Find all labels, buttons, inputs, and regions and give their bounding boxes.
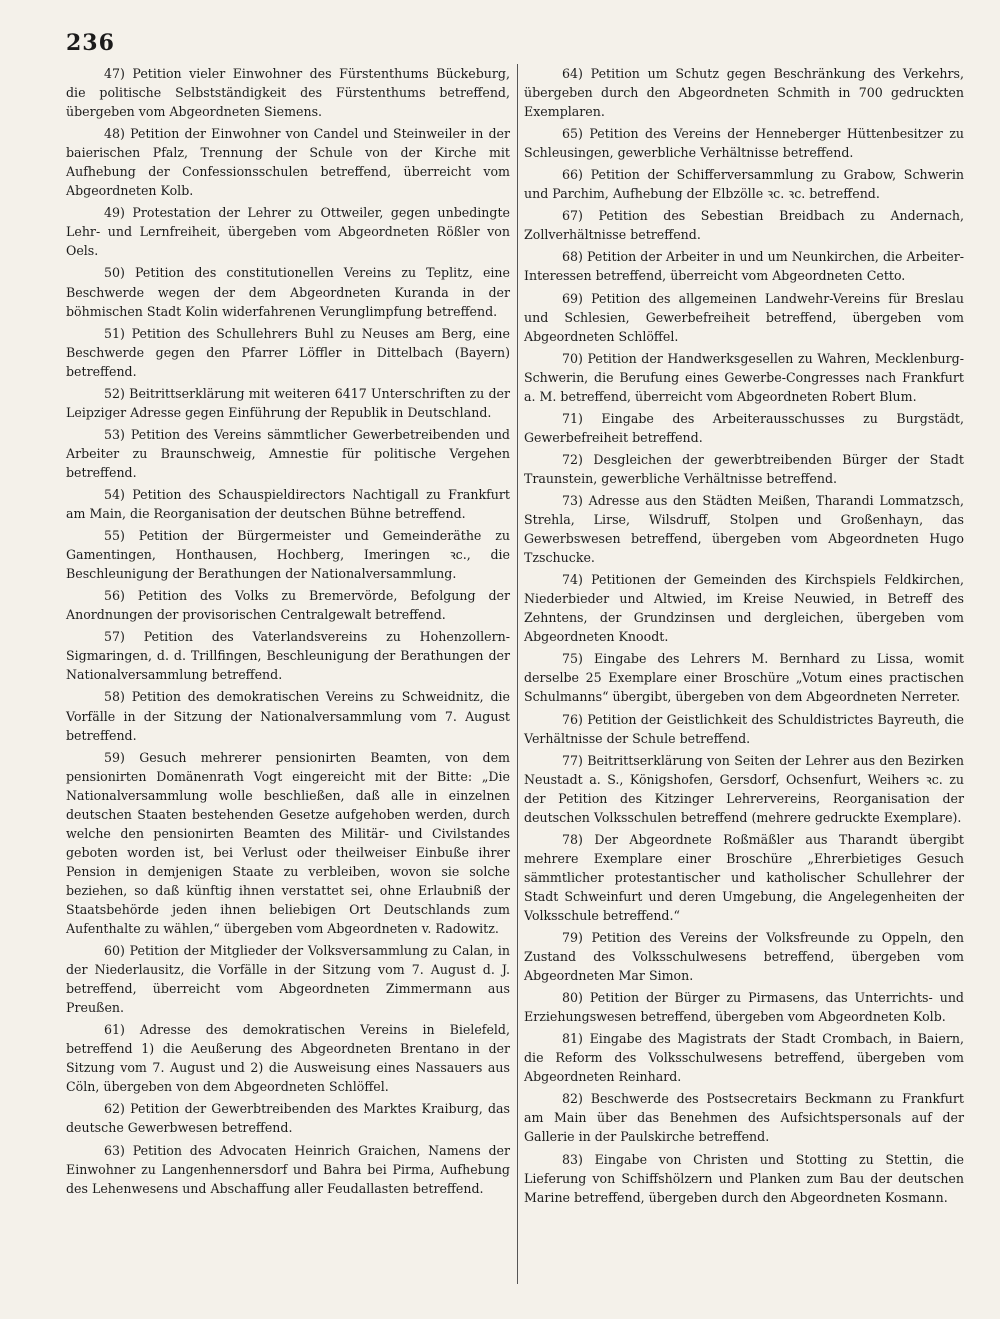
petition-entry: 80) Petition der Bürger zu Pirmasens, das Unterrichts- und Erziehungswesen betreffend, übergeben vom Abgeordneten Kolb. (524, 990, 964, 1025)
petition-entry: 64) Petition um Schutz gegen Beschränkung des Verkehrs, übergeben durch den Abgeordneten Schmith in 700 gedruckten Exemplaren. (524, 66, 964, 120)
petition-entry: 50) Petition des constitutionellen Vereins zu Teplitz, eine Beschwerde wegen der dem Abgeordneten Kuranda in der böhmischen Stadt Kolin widerfahrenen Verunglimpfung betreffend. (66, 265, 510, 319)
petition-entry: 57) Petition des Vaterlandsvereins zu Hohenzollern-Sigmaringen, d. d. Trillfingen, Beschleunigung der Berathungen der Nationalversammlung betreffend. (66, 629, 510, 683)
petition-entry: 61) Adresse des demokratischen Vereins in Bielefeld, betreffend 1) die Aeußerung des Abgeordneten Brentano in der Sitzung vom 7. August und 2) die Ausweisung eines Nassauers aus Cöln, übergeben von dem Abgeordneten Schlöffel. (66, 1022, 510, 1095)
left-column (66, 64, 510, 1201)
petition-entry: 53) Petition des Vereins sämmtlicher Gewerbetreibenden und Arbeiter zu Braunschweig, Amnestie für politische Vergehen betreffend. (66, 426, 510, 480)
petition-entry: 77) Beitrittserklärung von Seiten der Lehrer aus den Bezirken Neustadt a. S., Königshofen, Gersdorf, Ochsenfurt, Weihers ꝛc. zu der Petition des Kitzinger Lehrervereins, Reorganisation der deutschen Volksschulen betreffend (mehrere gedruckte Exemplare). (524, 752, 964, 825)
petition-entry: 62) Petition der Gewerbtreibenden des Marktes Kraiburg, das deutsche Gewerbwesen betreffend. (66, 1101, 510, 1136)
column-divider (517, 64, 518, 1284)
petition-entry: 47) Petition vieler Einwohner des Fürstenthums Bückeburg, die politische Selbstständigkeit des Fürstenthums betreffend, übergeben vom Abgeordneten Siemens. (66, 66, 510, 120)
petition-entry: 52) Beitrittserklärung mit weiteren 6417 Unterschriften zu der Leipziger Adresse gegen Einführung der Republik in Deutschland. (66, 385, 510, 420)
petition-entry: 55) Petition der Bürgermeister und Gemeinderäthe zu Gamentingen, Honthausen, Hochberg, Imeringen ꝛc., die Beschleunigung der Berathungen der Nationalversammlung. (66, 528, 510, 582)
petition-entry: 65) Petition des Vereins der Henneberger Hüttenbesitzer zu Schleusingen, gewerbliche Verhältnisse betreffend. (524, 126, 964, 161)
petition-entry: 79) Petition des Vereins der Volksfreunde zu Oppeln, den Zustand des Volksschulwesens betreffend, übergeben vom Abgeordneten Mar Simon. (524, 930, 964, 984)
petition-entry: 83) Eingabe von Christen und Stotting zu Stettin, die Lieferung von Schiffshölzern und Planken zum Bau der deutschen Marine betreffend, übergeben durch den Abgeordneten Kosmann. (524, 1151, 964, 1205)
petition-entry: 72) Desgleichen der gewerbtreibenden Bürger der Stadt Traunstein, gewerbliche Verhältnisse betreffend. (524, 451, 964, 486)
petition-entry: 49) Protestation der Lehrer zu Ottweiler, gegen unbedingte Lehr- und Lernfreiheit, übergeben vom Abgeordneten Rößler von Oels. (66, 205, 510, 259)
petition-entry: 70) Petition der Handwerksgesellen zu Wahren, Mecklenburg-Schwerin, die Berufung eines Gewerbe-Congresses nach Frankfurt a. M. betreffend, überreicht vom Abgeordneten Robert Blum. (524, 350, 964, 404)
petition-entry: 81) Eingabe des Magistrats der Stadt Crombach, in Baiern, die Reform des Volksschulwesens betreffend, übergeben vom Abgeordneten Reinhard. (524, 1031, 964, 1085)
petition-entry: 63) Petition des Advocaten Heinrich Graichen, Namens der Einwohner zu Langenhennersdorf und Bahra bei Pirma, Aufhebung des Lehenwesens und Abschaffung aller Feudallasten betreffend. (66, 1142, 510, 1196)
petition-entry: 69) Petition des allgemeinen Landwehr-Vereins für Breslau und Schlesien, Gewerbefreiheit betreffend, übergeben vom Abgeordneten Schlöffel. (524, 290, 964, 344)
petition-entry: 56) Petition des Volks zu Bremervörde, Befolgung der Anordnungen der provisorischen Centralgewalt betreffend. (66, 588, 510, 623)
petition-entry: 67) Petition des Sebestian Breidbach zu Andernach, Zollverhältnisse betreffend. (524, 208, 964, 243)
petition-entry: 59) Gesuch mehrerer pensionirten Beamten, von dem pensionirten Domänenrath Vogt eingereicht mit der Bitte: „Die Nationalversammlung wolle beschließen, daß alle in einzelnen deutschen Staaten bestehenden Gesetze aufgehoben werden, durch welche den pensionirten Beamten des Militär- und Civilstandes geboten worden ist, bei Verlust oder theilweiser Einbuße ihrer Pension in demjenigen Staate zu verbleiben, wovon sie solche beziehen, so daß künftig ihnen verstattet sei, ohne Erlaubniß der Staatsbehörde jeden ihnen beliebigen Ort Deutschlands zum Aufenthalte zu wählen,“ übergeben vom Abgeordneten v. Radowitz. (66, 749, 510, 937)
petition-entry: 75) Eingabe des Lehrers M. Bernhard zu Lissa, womit derselbe 25 Exemplare einer Broschüre „Votum eines practischen Schulmanns“ übergibt, übergeben von dem Abgeordneten Nerreter. (524, 651, 964, 705)
petition-entry: 48) Petition der Einwohner von Candel und Steinweiler in der baierischen Pfalz, Trennung der Schule von der Kirche mit Aufhebung der Confessionsschulen betreffend, überreicht vom Abgeordneten Kolb. (66, 126, 510, 199)
petition-entry: 66) Petition der Schifferversammlung zu Grabow, Schwerin und Parchim, Aufhebung der Elbzölle ꝛc. ꝛc. betreffend. (524, 167, 964, 202)
petition-entry: 73) Adresse aus den Städten Meißen, Tharandi Lommatzsch, Strehla, Lirse, Wilsdruff, Stolpen und Großenhayn, das Gewerbswesen betreffend, übergeben vom Abgeordneten Hugo Tzschucke. (524, 492, 964, 566)
petition-entry: 76) Petition der Geistlichkeit des Schuldistrictes Bayreuth, die Verhältnisse der Schule betreffend. (524, 711, 964, 746)
right-column (524, 64, 964, 1210)
petition-entry: 71) Eingabe des Arbeiterausschusses zu Burgstädt, Gewerbefreiheit betreffend. (524, 410, 964, 445)
petition-entry: 58) Petition des demokratischen Vereins zu Schweidnitz, die Vorfälle in der Sitzung der Nationalversammlung vom 7. August betreffend. (66, 689, 510, 743)
petition-entry: 78) Der Abgeordnete Roßmäßler aus Tharandt übergibt mehrere Exemplare einer Broschüre „Ehrerbietiges Gesuch sämmtlicher protestantischer und katholischer Schullehrer der Stadt Schweinfurt und deren Umgebung, die Angelegenheiten der Volksschule betreffend.“ (524, 831, 964, 923)
petition-entry: 82) Beschwerde des Postsecretairs Beckmann zu Frankfurt am Main über das Benehmen des Aufsichtspersonals auf der Gallerie in der Paulskirche betreffend. (524, 1091, 964, 1145)
petition-entry: 51) Petition des Schullehrers Buhl zu Neuses am Berg, eine Beschwerde gegen den Pfarrer Löffler in Dittelbach (Bayern) betreffend. (66, 325, 510, 379)
petition-entry: 60) Petition der Mitglieder der Volksversammlung zu Calan, in der Niederlausitz, die Vorfälle in der Sitzung vom 7. August d. J. betreffend, überreicht vom Abgeordneten Zimmermann aus Preußen. (66, 943, 510, 1016)
petition-entry: 54) Petition des Schauspieldirectors Nachtigall zu Frankfurt am Main, die Reorganisation der deutschen Bühne betreffend. (66, 486, 510, 522)
petition-entry: 68) Petition der Arbeiter in und um Neunkirchen, die Arbeiter-Interessen betreffend, überreicht vom Abgeordneten Cetto. (524, 249, 964, 284)
petition-entry: 74) Petitionen der Gemeinden des Kirchspiels Feldkirchen, Niederbieder und Altwied, im Kreise Neuwied, in Betreff des Zehntens, der Grundzinsen und dergleichen, übergeben vom Abgeordneten Knoodt. (524, 572, 964, 645)
page-number: 236 (66, 30, 115, 56)
